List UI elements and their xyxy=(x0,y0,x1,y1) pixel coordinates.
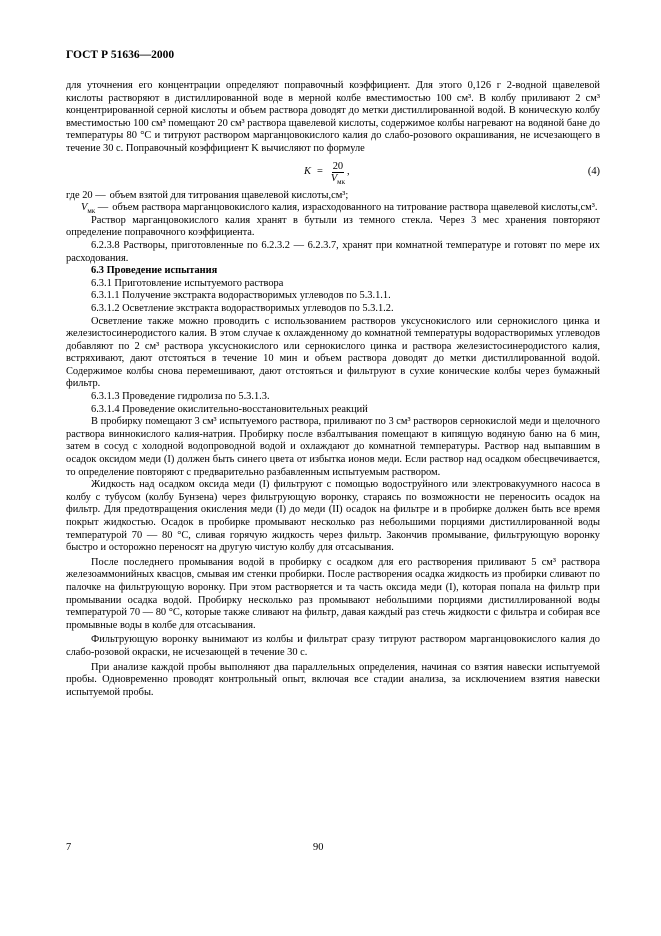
paragraph-6238: 6.2.3.8 Растворы, приготовленные по 6.2.3.2 — 6.2.3.7, хранят при комнатной температуре и готовят по мере их расходования. xyxy=(66,239,600,264)
formula-number: (4) xyxy=(587,165,600,177)
where-definition-2 xyxy=(66,202,600,215)
paragraph-2: Раствор марганцовокислого калия хранят в бутыли из темного стекла. Через 3 мес хранения повторяют определение поправочного коэффициента. xyxy=(66,214,600,239)
subsection-6-3-1-3: 6.3.1.3 Проведение гидролиза по 5.3.1.3. xyxy=(91,391,270,403)
formula-lhs: K xyxy=(304,165,311,177)
where-term-2-var: V xyxy=(81,202,88,214)
where-term-1: где 20 — xyxy=(66,189,106,201)
subsection-6-3-1: 6.3.1 Приготовление испытуемого раствора xyxy=(91,277,284,289)
paragraph-clarification: Осветление также можно проводить с использованием растворов уксуснокислого или сернокислого цинка и железистосинеродистого калия. В этом случае к охлажденному до комнатной температуры водорастворимых углеводов добавляют по 2 см³ раствора уксуснокислого или сернокислого цинка и раствора железистосинеродистого калия, встряхивают, дают отстояться в течение 10 мин и объем раствора доводят до метки дистиллированной водой. Содержимое колбы снова перемешивают, дают отстояться и фильтруют в сухие конические колбы через бумажный фильтр. xyxy=(66,315,600,390)
formula-equals: = xyxy=(316,165,323,177)
paragraph-parallel-analysis: При анализе каждой пробы выполняют два параллельных определения, начиная со взятия навески испытуемой пробы. Одновременно проводят контрольный опыт, включая все стадии анализа, за исключением взятия навески испытуемой пробы. xyxy=(66,661,600,698)
subsection-6-3-1-4: 6.3.1.4 Проведение окислительно-восстановительных реакций xyxy=(91,403,368,415)
where-term-2-sub: мк xyxy=(87,207,96,216)
formula-fraction xyxy=(331,161,345,184)
paragraph-dissolving: После последнего промывания водой в пробирку с осадком для его растворения приливают 5 см³ раствора железоаммонийных квасцов, смывая им стенки пробирки. После растворения осадка жидкость из пробирки сливают по палочке на фильтрующую воронку. При этом растворяется и та часть оксида меди (I), которая попала на фильтр при промывании осадка водой. Пробирку несколько раз промывают небольшими порциями дистиллированной воды температурой 70 — 80 °С, которые также сливают на фильтр, давая каждый раз стечь жидкости с фильтра и собирая все промывные воды в колбе для отсасывания. xyxy=(66,556,600,631)
where-text-1: объем взятой для титрования щавелевой кислоты,см³; xyxy=(109,189,349,201)
formula-expression xyxy=(304,161,350,184)
formula-numerator: 20 xyxy=(332,160,344,172)
where-term-2 xyxy=(66,202,108,215)
paragraph-1: для уточнения его концентрации определяют поправочный коэффициент. Для этого 0,126 г 2-водной щавелевой кислоты растворяют в дистиллированной воде в мерной колбе вместимостью 100 см³. В колбу приливают 2 см³ концентрированной серной кислоты и объем раствора доводят до метки дистиллированной водой. В коническую колбу вместимостью 100 см³ помещают 20 см³ раствора щавелевой кислоты, содержимое колбы нагревают на водяной бане до температуры 80 °С и титруют раствором марганцовокислого калия до слабо-розового окрашивания, не исчезающего в течение 30 с. Поправочный коэффициент K вычисляют по формуле xyxy=(66,80,600,154)
subsection-6-3-1-2: 6.3.1.2 Осветление экстракта водорастворимых углеводов по 5.3.1.2. xyxy=(91,302,394,314)
page-number: 90 xyxy=(313,842,324,853)
paragraph-test-tube: В пробирку помещают 3 см³ испытуемого раствора, приливают по 3 см³ растворов сернокислой меди и щелочного раствора виннокислого калия-натрия. Пробирку после взбалтывания помещают в кипящую водяную баню на 6 мин, затем в сосуд с холодной водопроводной водой и охлаждают до комнатной температуры. Раствор над выпавшим в осадок оксидом меди (I) должен быть синего цвета от избытка ионов меди. Если раствор над осадком обесцвечивается, то определение повторяют с предварительно разбавленным испытуемым раствором. xyxy=(66,416,600,478)
formula-denominator xyxy=(331,173,345,184)
where-text-2: объем раствора марганцовокислого калия, израсходованного на титрование раствора щавелевой кислоты,см³. xyxy=(112,202,598,214)
formula-denominator-var: V xyxy=(330,172,338,184)
paragraph-titration: Фильтрующую воронку вынимают из колбы и фильтрат сразу титруют раствором марганцовокислого калия до слабо-розовой окраски, не исчезающей в течение 30 с. xyxy=(66,634,600,658)
where-definition-1 xyxy=(66,190,600,203)
formula-4 xyxy=(66,156,600,190)
subsection-6-3-1-1: 6.3.1.1 Получение экстракта водорастворимых углеводов по 5.3.1.1. xyxy=(91,290,391,302)
formula-denominator-sub: мк xyxy=(337,177,346,186)
paragraph-filtering: Жидкость над осадком оксида меди (I) фильтруют с помощью водоструйного или электровакуумного насоса в колбу с тубусом (колбу Бунзена) через фильтрующую воронку, стараясь по возможности не переносить осадок на фильтр. Для предотвращения окисления меди (I) до меди (II) осадок на фильтре и в пробирке должен быть все время покрыт жидкостью. Осадок в пробирке промывают несколько раз небольшими порциями дистиллированной воды температурой 70 — 80 °С, сливая горячую жидкость через фильтр. Закончив промывание, фильтрующую воронку быстро и осторожно переносят на другую чистую колбу для отсасывания. xyxy=(66,479,600,554)
where-term-2-dash: — xyxy=(95,202,109,214)
formula-trail: , xyxy=(347,165,350,177)
document-body xyxy=(66,80,600,699)
section-heading-6-3: 6.3 Проведение испытания xyxy=(91,265,218,277)
document-header: ГОСТ Р 51636—2000 xyxy=(66,49,175,61)
footer-left-number: 7 xyxy=(66,842,72,853)
